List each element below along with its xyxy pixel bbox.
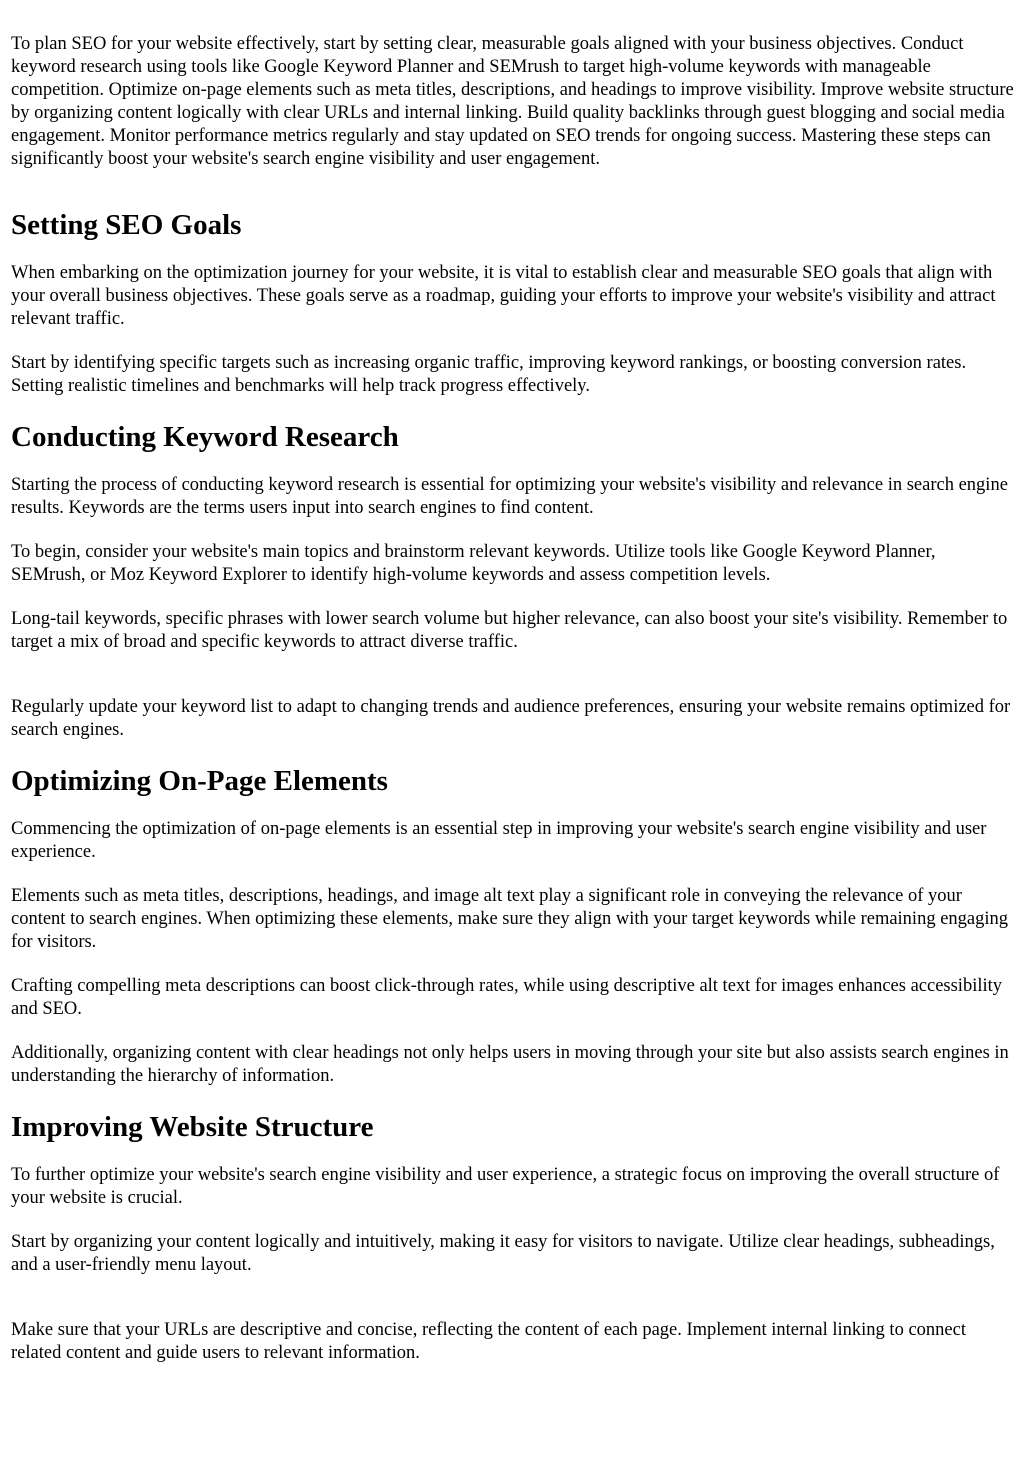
paragraph: Start by identifying specific targets such as increasing organic traffic, improving keyword rankings, or boosting conversion rates. Setting realistic timelines and benchmarks will help track progress effectively.: [11, 353, 967, 396]
article: [0, 33, 1024, 1365]
section-heading-improving-website-structure: Improving Website Structure: [11, 1111, 374, 1143]
paragraph: Start by organizing your content logically and intuitively, making it easy for visitors to navigate. Utilize clear headings, subheadings, and a user-friendly menu layout.: [11, 1232, 995, 1275]
paragraph: To further optimize your website's search engine visibility and user experience, a strategic focus on improving the overall structure of your website is crucial.: [11, 1165, 1000, 1208]
paragraph: Starting the process of conducting keyword research is essential for optimizing your website's visibility and relevance in search engine results. Keywords are the terms users input into search engines to find content.: [11, 475, 1008, 518]
paragraph: Commencing the optimization of on-page elements is an essential step in improving your website's search engine visibility and user experience.: [11, 819, 987, 862]
paragraph: Make sure that your URLs are descriptive and concise, reflecting the content of each page. Implement internal linking to connect related content and guide users to relevant information.: [11, 1320, 966, 1363]
paragraph: Long-tail keywords, specific phrases with lower search volume but higher relevance, can also boost your site's visibility. Remember to target a mix of broad and specific keywords to attract diverse traffic.: [11, 609, 1008, 652]
section-heading-conducting-keyword-research: Conducting Keyword Research: [11, 421, 399, 453]
paragraph: Regularly update your keyword list to adapt to changing trends and audience preferences, ensuring your website remains optimized for search engines.: [11, 697, 1011, 740]
paragraph: Crafting compelling meta descriptions can boost click-through rates, while using descriptive alt text for images enhances accessibility and SEO.: [11, 976, 1003, 1019]
paragraph: Additionally, organizing content with clear headings not only helps users in moving through your site but also assists search engines in understanding the hierarchy of information.: [11, 1043, 1009, 1086]
section-heading-optimizing-on-page-elements: Optimizing On-Page Elements: [11, 765, 388, 797]
section-heading-setting-seo-goals: Setting SEO Goals: [11, 209, 242, 241]
paragraph: Elements such as meta titles, descriptions, headings, and image alt text play a significant role in conveying the relevance of your content to search engines. When optimizing these elements, make sure they align with your target keywords while remaining engaging for visitors.: [11, 886, 1009, 952]
intro-paragraph: To plan SEO for your website effectively, start by setting clear, measurable goals aligned with your business objectives. Conduct keyword research using tools like Google Keyword Planner and SEMrush to target high-volume keywords with manageable competition. Optimize on-page elements such as meta titles, descriptions, and headings to improve visibility. Improve website structure by organizing content logically with clear URLs and internal linking. Build quality backlinks through guest blogging and social media engagement. Monitor performance metrics regularly and stay updated on SEO trends for ongoing success. Mastering these steps can significantly boost your website's search engine visibility and user engagement.: [11, 34, 1014, 169]
paragraph: When embarking on the optimization journey for your website, it is vital to establish clear and measurable SEO goals that align with your overall business objectives. These goals serve as a roadmap, guiding your efforts to improve your website's visibility and attract relevant traffic.: [11, 263, 996, 329]
paragraph: To begin, consider your website's main topics and brainstorm relevant keywords. Utilize tools like Google Keyword Planner, SEMrush, or Moz Keyword Explorer to identify high-volume keywords and assess competition levels.: [11, 542, 936, 585]
